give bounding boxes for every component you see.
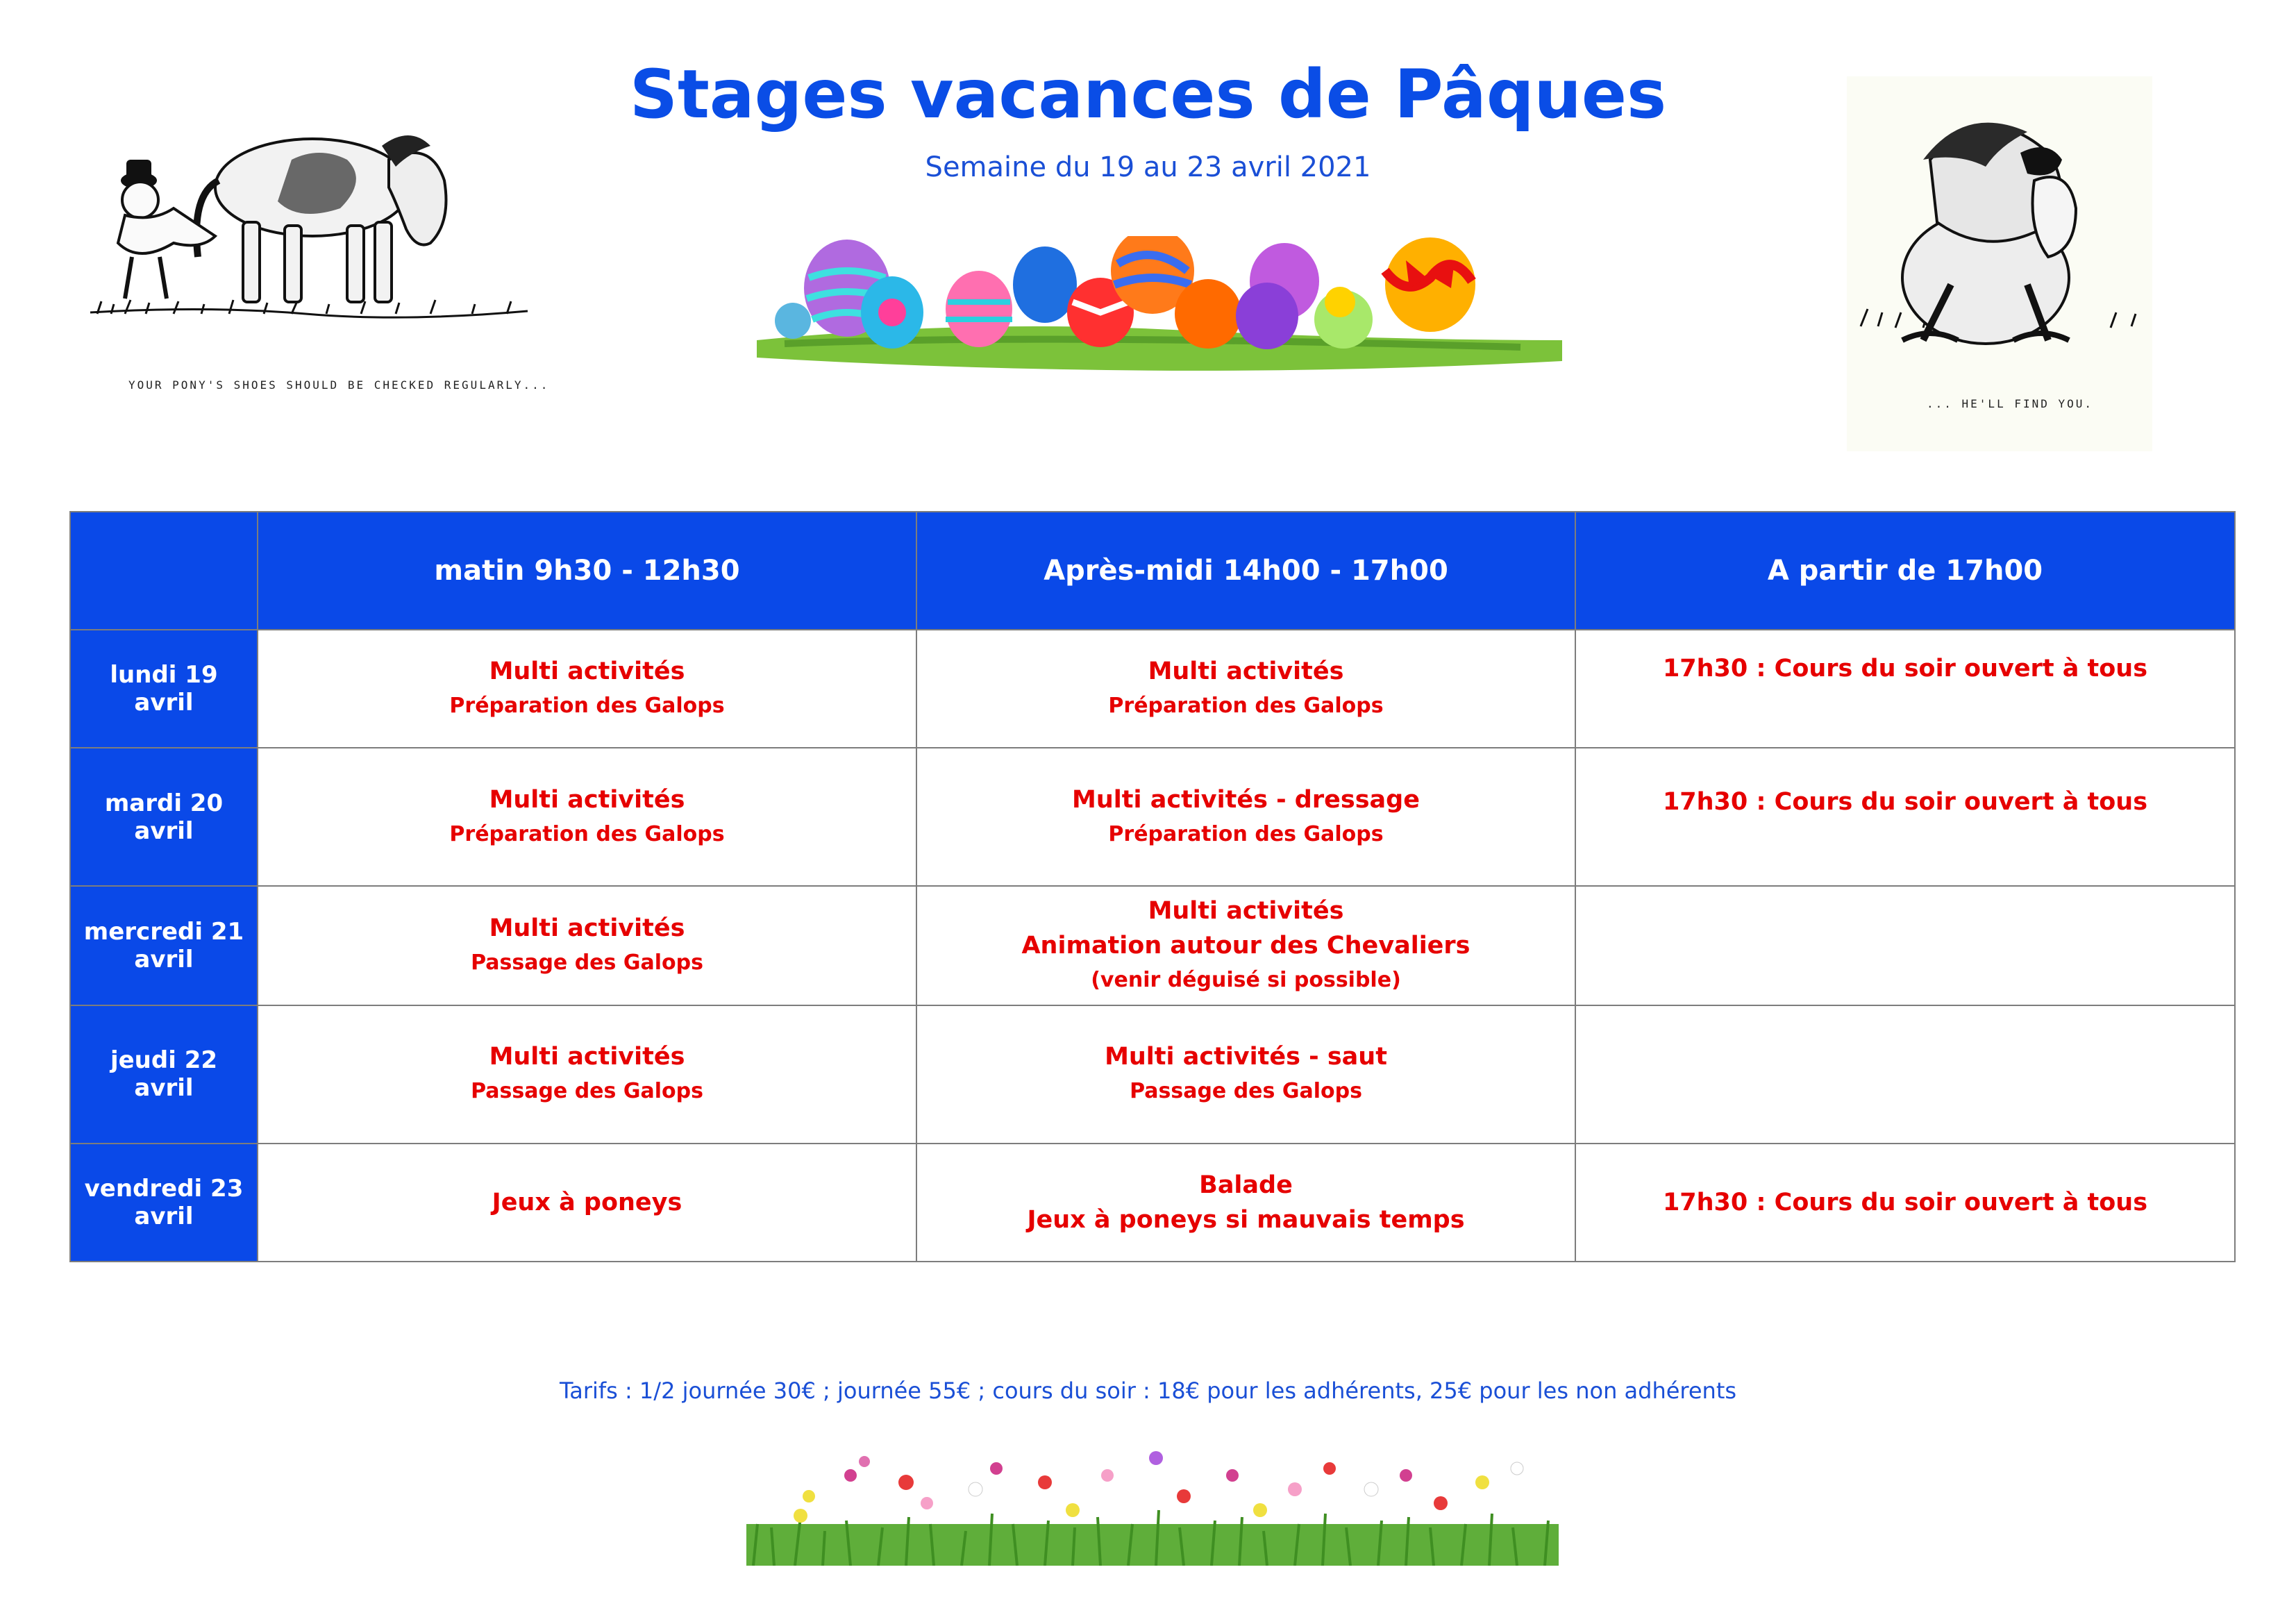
flower-meadow-image [746, 1448, 1559, 1566]
pony-shoe-cartoon-image [83, 132, 542, 410]
activity-sub: Préparation des Galops [449, 694, 725, 719]
day-cell [70, 748, 258, 885]
afternoon-activity-cell [916, 748, 1575, 885]
activity-main: Multi activités [489, 1043, 685, 1071]
pony-hug-cartoon-image [1847, 76, 2152, 451]
day-label: jeudi 22 [110, 1046, 218, 1075]
activity-sub: Passage des Galops [471, 950, 703, 975]
activity-main: Balade [1199, 1171, 1293, 1199]
month-label: avril [134, 945, 194, 973]
page-title: Stages vacances de Pâques [629, 56, 1667, 133]
activity-main: 17h30 : Cours du soir ouvert à tous [1662, 788, 2148, 817]
activity-sub: Passage des Galops [471, 1079, 703, 1104]
activity-sub: Préparation des Galops [449, 821, 725, 846]
activity-main: Multi activités - saut [1105, 1043, 1387, 1071]
schedule-table [69, 511, 2236, 1262]
evening-activity-cell [1575, 886, 2235, 1005]
activity-main: Multi activités - dressage [1072, 785, 1420, 814]
month-label: avril [134, 689, 194, 717]
day-cell [70, 886, 258, 1005]
activity-main: 17h30 : Cours du soir ouvert à tous [1662, 1188, 2148, 1216]
header-corner-cell [70, 512, 258, 630]
evening-activity-cell [1575, 748, 2235, 885]
easter-eggs-image [757, 236, 1562, 375]
afternoon-activity-cell [916, 886, 1575, 1005]
activity-main: 17h30 : Cours du soir ouvert à tous [1662, 655, 2148, 683]
header-evening: A partir de 17h00 [1575, 512, 2235, 630]
afternoon-activity-cell [916, 1144, 1575, 1262]
left-cartoon-caption: YOUR PONY'S SHOES SHOULD BE CHECKED REGULARLY... [128, 378, 550, 392]
evening-activity-cell [1575, 1144, 2235, 1262]
evening-activity-cell [1575, 630, 2235, 748]
table-row [70, 1005, 2235, 1143]
activity-sub: Passage des Galops [1130, 1079, 1362, 1104]
afternoon-activity-cell [916, 1005, 1575, 1143]
table-row [70, 1144, 2235, 1262]
table-row [70, 748, 2235, 885]
activity-sub: (venir déguisé si possible) [1091, 967, 1401, 992]
day-label: mercredi 21 [83, 917, 244, 946]
morning-activity-cell [258, 886, 916, 1005]
activity-sub: Préparation des Galops [1108, 694, 1384, 719]
activity-main: Multi activités [489, 658, 685, 686]
activity-main: Multi activités [489, 785, 685, 814]
table-header-row [70, 512, 2235, 630]
activity-main: Multi activités [489, 914, 685, 942]
table-row [70, 886, 2235, 1005]
day-label: mardi 20 [104, 789, 224, 817]
activity-main: Jeux à poneys [492, 1188, 682, 1216]
morning-activity-cell [258, 748, 916, 885]
activity-main-second-line: Animation autour des Chevaliers [1021, 931, 1470, 960]
month-label: avril [134, 1074, 194, 1103]
activity-main-second-line: Jeux à poneys si mauvais temps [1027, 1205, 1465, 1234]
day-cell [70, 1005, 258, 1143]
activity-main: Multi activités [1148, 658, 1344, 686]
page-subtitle: Semaine du 19 au 23 avril 2021 [925, 151, 1371, 183]
afternoon-activity-cell [916, 630, 1575, 748]
pricing-text: Tarifs : 1/2 journée 30€ ; journée 55€ ; cours du soir : 18€ pour les adhérents, 25€ pour les non adhérents [559, 1378, 1737, 1404]
month-label: avril [134, 1202, 194, 1230]
day-label: lundi 19 [110, 661, 218, 689]
header-morning: matin 9h30 - 12h30 [258, 512, 916, 630]
morning-activity-cell [258, 630, 916, 748]
activity-main: Multi activités [1148, 896, 1344, 925]
header-afternoon: Après-midi 14h00 - 17h00 [916, 512, 1575, 630]
morning-activity-cell [258, 1144, 916, 1262]
month-label: avril [134, 817, 194, 845]
activity-sub: Préparation des Galops [1108, 821, 1384, 846]
day-label: vendredi 23 [84, 1174, 244, 1203]
day-cell [70, 630, 258, 748]
right-cartoon-caption: ... HE'LL FIND YOU. [1927, 397, 2094, 410]
day-cell [70, 1144, 258, 1262]
table-row [70, 630, 2235, 748]
evening-activity-cell [1575, 1005, 2235, 1143]
morning-activity-cell [258, 1005, 916, 1143]
